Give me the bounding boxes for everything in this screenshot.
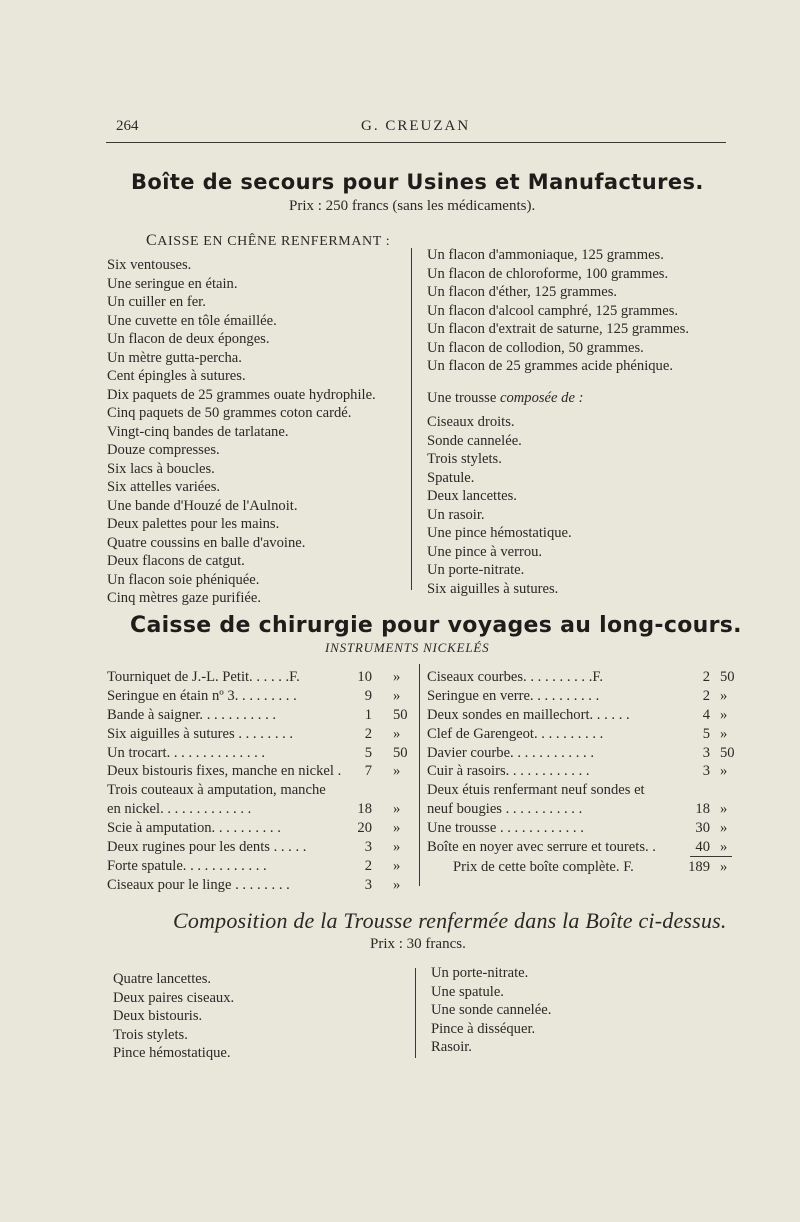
item-price-francs: 5 [702, 725, 710, 742]
item-price-cents: » [393, 839, 401, 856]
item-price-cents: » [720, 763, 728, 780]
list-item: Un flacon d'extrait de saturne, 125 grammes. [427, 321, 689, 337]
priced-item [427, 744, 735, 763]
header-rule [106, 142, 726, 143]
item-price-cents: » [720, 839, 728, 856]
list-item: Sonde cannelée. [427, 432, 522, 449]
item-price-cents: 50 [393, 744, 408, 761]
list-item: Deux bistouris. [113, 1008, 203, 1024]
item-price-cents: » [720, 820, 728, 837]
list-item: Cinq paquets de 50 grammes coton cardé. [107, 405, 352, 421]
item-name: Davier courbe. . . . . . . . . . . . [427, 744, 594, 761]
list-item: Vingt-cinq bandes de tarlatane. [107, 423, 289, 440]
item-price-cents: » [393, 725, 401, 742]
item-name: neuf bougies . . . . . . . . . . . [427, 801, 583, 818]
priced-item [107, 725, 407, 744]
list-item: Deux palettes pour les mains. [107, 516, 280, 532]
list-item: Une pince hémostatique. [427, 525, 572, 541]
priced-item [427, 762, 732, 781]
composition-items-right [431, 964, 551, 1057]
item-price-francs: 7 [364, 763, 372, 780]
list-item: Douze compresses. [107, 442, 220, 458]
list-item: Pince hémostatique. [113, 1045, 231, 1061]
list-item: Un flacon d'alcool camphré, 125 grammes. [427, 302, 679, 319]
item-name: Seringue en verre. . . . . . . . . . [427, 687, 600, 704]
priced-item [107, 744, 407, 763]
list-item: Dix paquets de 25 grammes ouate hydrophile. [107, 386, 376, 403]
priced-item [427, 781, 732, 800]
item-price-francs: 3 [702, 763, 710, 780]
list-item: Une bande d'Houzé de l'Aulnoit. [107, 497, 298, 514]
list-item: Une spatule. [431, 983, 504, 1000]
item-name: Forte spatule. . . . . . . . . . . . [107, 857, 267, 874]
instruments-right [427, 668, 735, 857]
priced-item [107, 781, 407, 800]
caisse-subtitle [146, 232, 390, 250]
priced-item [107, 687, 407, 706]
list-item: Un porte-nitrate. [431, 965, 529, 981]
priced-item [107, 668, 407, 687]
caisse-subtitle-initial: C [146, 232, 158, 249]
list-item: Quatre lancettes. [113, 971, 212, 987]
list-item: Un flacon de 25 grammes acide phénique. [427, 358, 673, 374]
list-item: Deux lancettes. [427, 488, 517, 504]
item-price-cents: » [393, 687, 401, 704]
instruments-divider [419, 664, 420, 886]
list-item: Un cuiller en fer. [107, 294, 206, 310]
item-price-cents: » [393, 857, 401, 874]
list-item: Une sonde cannelée. [431, 1002, 552, 1018]
list-item: Trois stylets. [427, 451, 502, 467]
list-item: Cinq mètres gaze purifiée. [107, 590, 261, 606]
total-label: Prix de cette boîte complète. F. [453, 859, 634, 875]
item-price-francs: 18 [357, 801, 372, 818]
list-item: Un flacon de chloroforme, 100 grammes. [427, 265, 669, 282]
list-item: Un flacon d'éther, 125 grammes. [427, 284, 618, 300]
priced-item [107, 838, 407, 857]
caisse-subtitle-rest: AISSE EN CHÊNE RENFERMANT : [157, 234, 391, 249]
caisse-items-left [107, 256, 376, 608]
column-divider [411, 248, 412, 590]
list-item: Un flacon de collodion, 50 grammes. [427, 339, 644, 356]
item-price-cents: 50 [720, 744, 735, 761]
item-price-cents: 50 [720, 669, 735, 685]
trousse-items [427, 413, 572, 598]
priced-item [107, 706, 407, 725]
item-price-cents: » [393, 763, 401, 780]
item-price-francs: 3 [364, 876, 372, 893]
item-name: Deux étuis renfermant neuf sondes et [427, 782, 645, 799]
list-item: Six lacs à boucles. [107, 460, 215, 477]
list-item: Un mètre gutta-percha. [107, 349, 242, 366]
list-item: Six ventouses. [107, 257, 192, 273]
list-item: Une pince à verrou. [427, 543, 543, 560]
item-name: en nickel. . . . . . . . . . . . . [107, 801, 252, 818]
item-name: Tourniquet de J.-L. Petit. . . . . .F. [107, 669, 300, 685]
list-item: Un porte-nitrate. [427, 562, 525, 578]
running-title: G. CREUZAN [361, 118, 471, 134]
priced-item [427, 706, 732, 725]
item-price-francs: 1 [364, 706, 372, 723]
list-item: Six aiguilles à sutures. [427, 580, 559, 597]
item-price-cents: 50 [393, 706, 408, 723]
instruments-left [107, 668, 407, 895]
running-header [106, 118, 724, 142]
item-name: Deux rugines pour les dents . . . . . [107, 839, 307, 856]
list-item: Un flacon d'ammoniaque, 125 grammes. [427, 247, 664, 263]
priced-item [427, 725, 732, 744]
priced-item [107, 762, 407, 781]
list-item: Cent épingles à sutures. [107, 368, 246, 384]
item-name: Ciseaux pour le linge . . . . . . . . [107, 876, 290, 893]
priced-item [427, 800, 732, 819]
item-price-francs: 10 [357, 669, 372, 685]
priced-item [427, 819, 732, 838]
item-name: Ciseaux courbes. . . . . . . . . .F. [427, 669, 603, 685]
item-price-francs: 20 [357, 820, 372, 837]
list-item: Un rasoir. [427, 506, 485, 523]
item-price-francs: 30 [695, 820, 710, 837]
item-price-francs: 2 [702, 669, 710, 685]
trousse-intro [427, 390, 583, 407]
composition-divider [415, 968, 416, 1058]
list-item: Une cuvette en tôle émaillée. [107, 312, 277, 329]
item-name: Clef de Garengeot. . . . . . . . . . [427, 725, 604, 742]
item-price-cents: » [720, 706, 728, 723]
item-price-francs: 2 [702, 687, 710, 704]
list-item: Deux paires ciseaux. [113, 989, 235, 1006]
priced-item [107, 819, 407, 838]
priced-item [427, 668, 735, 687]
item-price-francs: 5 [364, 744, 372, 761]
caisse-items-right [427, 246, 689, 376]
item-price-francs: 40 [695, 839, 710, 856]
list-item: Une seringue en étain. [107, 275, 238, 292]
item-name: Cuir à rasoirs. . . . . . . . . . . . [427, 763, 590, 780]
item-name: Deux sondes en maillechort. . . . . . [427, 706, 630, 723]
priced-item [107, 857, 407, 876]
composition-title: Composition de la Trousse renfermée dans la Boîte ci-dessus. [173, 908, 727, 933]
list-item: Spatule. [427, 469, 475, 486]
price-boite-secours: Prix : 250 francs (sans les médicaments). [289, 198, 536, 214]
section-title-boite-secours: Boîte de secours pour Usines et Manufactures. [131, 170, 704, 194]
item-price-francs: 3 [364, 839, 372, 856]
priced-item [107, 800, 407, 819]
item-name: Seringue en étain nº 3. . . . . . . . . [107, 687, 297, 704]
item-price-francs: 18 [695, 801, 710, 818]
list-item: Six attelles variées. [107, 479, 221, 495]
composition-items-left [113, 970, 234, 1063]
list-item: Pince à disséquer. [431, 1020, 536, 1037]
item-price-francs: 2 [364, 725, 372, 742]
list-item: Deux flacons de catgut. [107, 553, 245, 569]
page-number: 264 [116, 118, 139, 134]
priced-item [427, 838, 732, 857]
item-name: Six aiguilles à sutures . . . . . . . . [107, 725, 294, 742]
composition-price: Prix : 30 francs. [370, 936, 466, 952]
total-item [427, 858, 732, 877]
item-price-cents: » [720, 687, 728, 704]
instruments-heading: INSTRUMENTS NICKELÉS [325, 640, 490, 655]
item-price-cents: » [720, 725, 728, 742]
total-rule [690, 856, 732, 857]
list-item: Quatre coussins en balle d'avoine. [107, 534, 306, 551]
list-item: Rasoir. [431, 1039, 472, 1055]
total-francs: 189 [688, 859, 710, 875]
item-name: Trois couteaux à amputation, manche [107, 782, 326, 799]
item-price-cents: » [720, 801, 728, 818]
list-item: Un flacon de deux éponges. [107, 331, 270, 347]
item-price-cents: » [393, 820, 401, 837]
item-name: Un trocart. . . . . . . . . . . . . . [107, 744, 266, 761]
total-line [427, 858, 732, 877]
item-name: Boîte en noyer avec serrure et tourets. . [427, 839, 656, 856]
item-price-cents: » [393, 801, 401, 818]
trousse-intro-italic: composée de : [499, 390, 584, 406]
item-price-francs: 9 [364, 687, 372, 704]
item-price-francs: 2 [364, 857, 372, 874]
item-name: Une trousse . . . . . . . . . . . . [427, 820, 584, 837]
priced-item [107, 876, 407, 895]
total-cents: » [720, 859, 728, 875]
trousse-intro-text: Une trousse [427, 390, 500, 406]
item-price-cents: » [393, 669, 401, 685]
item-price-francs: 4 [702, 706, 710, 723]
list-item: Trois stylets. [113, 1026, 188, 1043]
item-price-cents: » [393, 876, 401, 893]
item-name: Deux bistouris fixes, manche en nickel . [107, 763, 342, 780]
list-item: Un flacon soie phéniquée. [107, 571, 260, 588]
item-name: Bande à saigner. . . . . . . . . . . [107, 706, 277, 723]
list-item: Ciseaux droits. [427, 414, 515, 430]
item-name: Scie à amputation. . . . . . . . . . [107, 820, 281, 837]
priced-item [427, 687, 732, 706]
section-title-caisse-chirurgie: Caisse de chirurgie pour voyages au long-cours. [130, 613, 742, 638]
item-price-francs: 3 [702, 744, 710, 761]
